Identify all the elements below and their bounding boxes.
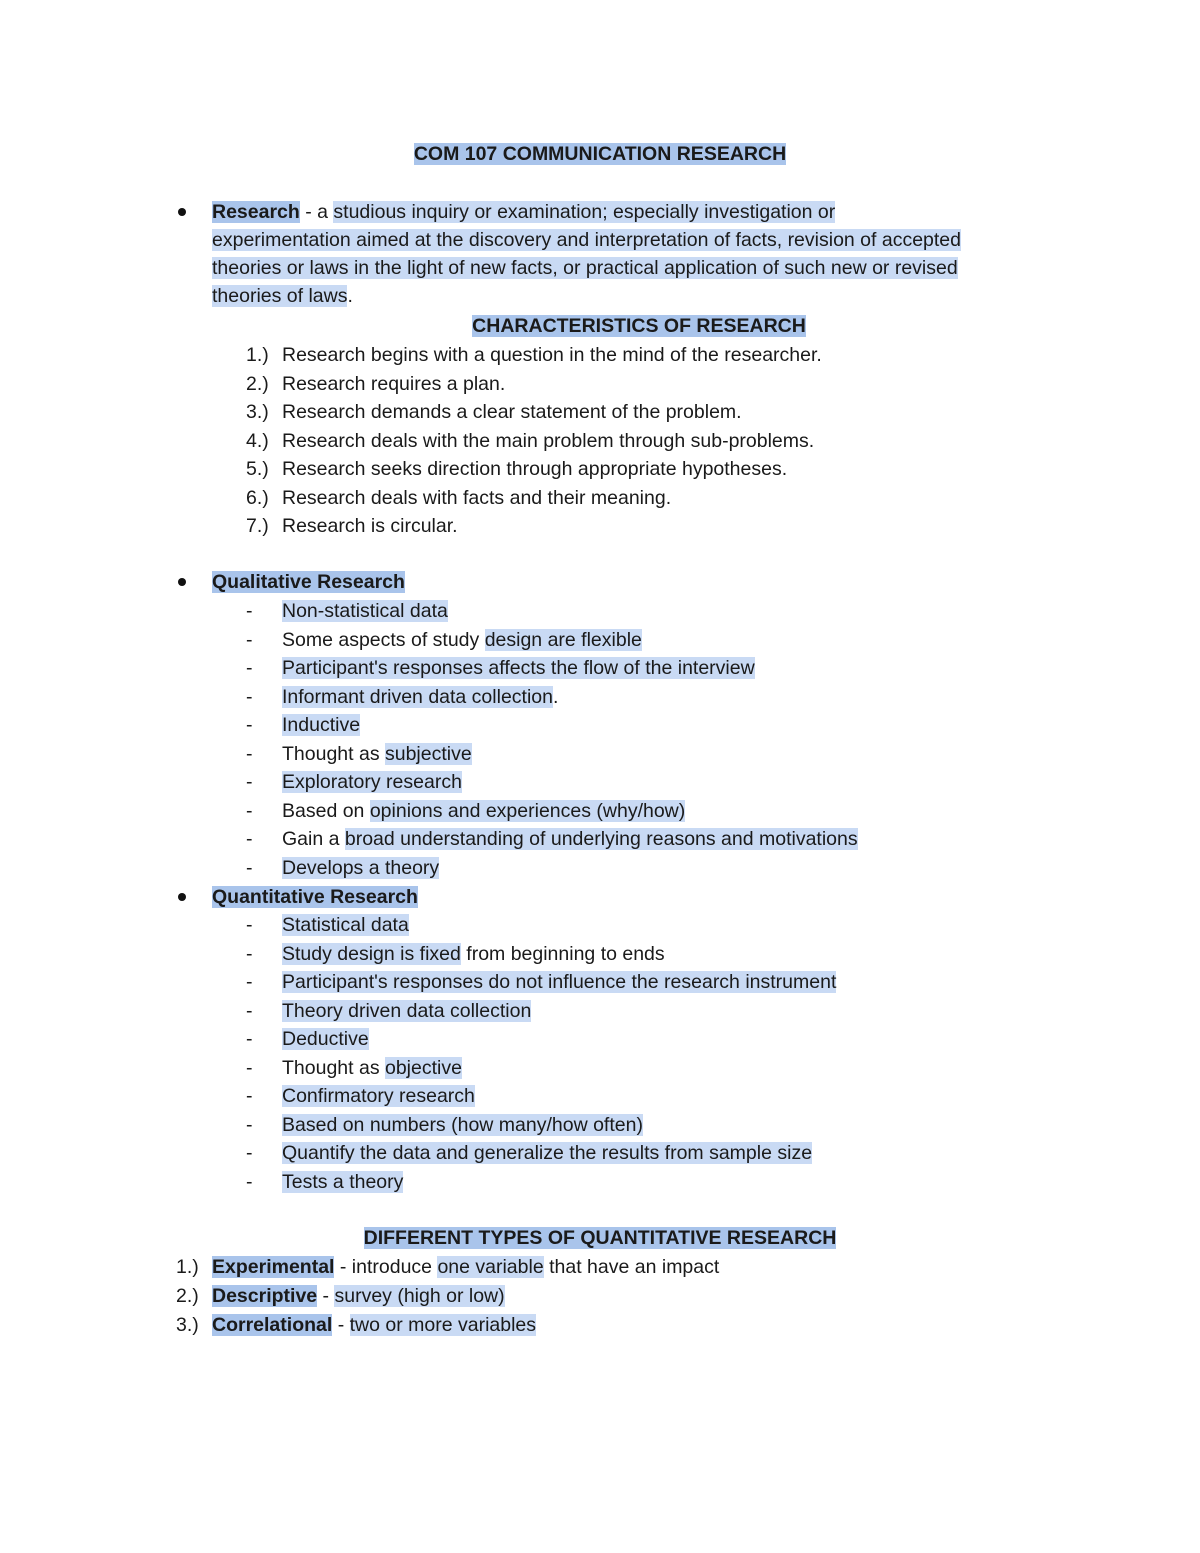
dash-icon: - [246,942,253,965]
item-highlight-text: Quantify the data and generalize the results from sample size [282,1142,813,1164]
dash-icon: - [246,742,253,765]
item-highlight-text: Based on numbers (how many/how often) [282,1113,643,1136]
dash-icon: - [246,999,253,1022]
list-item [246,1027,369,1051]
title-text: COM 107 COMMUNICATION RESEARCH [413,143,787,165]
item-highlight-text: broad understanding of underlying reasons and motivations [344,828,858,850]
item-term: Correlational [212,1314,333,1336]
list-item [246,970,836,994]
item-plain-text: Gain a [282,828,345,850]
definition-text-1: studious inquiry or examination; especially investigation or [333,201,836,223]
bullet-icon [178,893,186,901]
item-number: 3.) [176,1314,199,1336]
item-plain-text: Some aspects of study [282,628,485,651]
dash-icon: - [246,856,253,879]
types-heading [0,1226,1200,1250]
dash-icon: - [246,1142,253,1164]
definition-line-3 [212,256,958,280]
dash-icon: - [246,657,253,679]
dash-icon: - [246,600,253,622]
dash-icon: - [246,971,253,993]
list-item [246,1084,475,1108]
definition-line-1 [212,200,835,224]
dash-icon: - [246,914,253,936]
item-highlight-text: Inductive [282,714,361,736]
item-highlight-text: Deductive [282,1028,369,1050]
list-item [246,599,448,623]
item-highlight-text: subjective [384,742,472,765]
definition-line-2 [212,228,961,252]
list-item [246,1113,643,1137]
item-number: 3.) [246,401,269,423]
item-highlight-text: Informant driven data collection [282,685,553,708]
item-highlight-text: Exploratory research [282,771,462,793]
dash-icon: - [246,799,253,822]
list-item [246,514,458,538]
definition-text-3: theories or laws in the light of new facts, or practical application of such new or revised [212,257,958,279]
dash-icon: - [246,628,253,651]
item-highlight-text: Tests a theory [282,1170,404,1193]
definition-text-4: theories of laws [212,285,348,307]
list-item [246,372,505,396]
bullet-icon [178,208,186,216]
list-item [246,1141,812,1165]
item-highlight-text: objective [384,1056,462,1079]
item-highlight-text: Study design is fixed [282,942,461,965]
list-item [246,827,858,851]
list-item [176,1284,505,1308]
quantitative-heading-text: Quantitative Research [212,886,418,908]
list-item [176,1255,719,1279]
item-text: Research deals with facts and their meaning. [282,486,672,509]
page-title [0,142,1200,166]
item-highlight-text: Non-statistical data [282,600,448,622]
dash-icon: - [246,828,253,850]
item-number: 1.) [246,344,269,366]
item-highlight-text: survey (high or low) [334,1285,505,1307]
dash-icon: - [246,1113,253,1136]
list-item [246,913,409,937]
list-item [246,343,822,367]
definition-term: Research [212,201,300,223]
dash-icon: - [246,714,253,736]
item-highlight-text: two or more variables [349,1314,537,1336]
list-item [246,770,462,794]
dash-icon: - [246,685,253,708]
item-after-text: from beginning to ends [460,942,665,965]
item-plain-text: Thought as [282,742,385,765]
definition-text-2: experimentation aimed at the discovery and interpretation of facts, revision of accepted [212,229,961,251]
characteristics-heading-text: CHARACTERISTICS OF RESEARCH [472,315,806,337]
item-text: Research begins with a question in the mind of the researcher. [282,344,822,366]
definition-end: . [347,285,353,307]
item-separator: - [317,1285,335,1307]
item-plain-text: Based on [282,799,370,822]
list-item [246,742,472,766]
qualitative-heading-text: Qualitative Research [212,571,405,593]
item-number: 6.) [246,486,269,509]
item-term: Experimental [212,1256,335,1278]
item-highlight-text: Statistical data [282,914,409,936]
item-highlight-text: Theory driven data collection [282,999,532,1022]
list-item [246,400,742,424]
dash-icon: - [246,1056,253,1079]
item-separator: - [332,1314,350,1336]
item-highlight-text: Participant's responses do not influence the research instrument [282,971,837,993]
item-number: 2.) [246,372,269,395]
characteristics-heading [0,314,1200,338]
dash-icon: - [246,771,253,793]
list-item [246,457,787,481]
dash-icon: - [246,1028,253,1050]
item-text: Research seeks direction through appropriate hypotheses. [282,458,788,480]
dash-icon: - [246,1085,253,1107]
types-heading-text: DIFFERENT TYPES OF QUANTITATIVE RESEARCH [363,1227,837,1249]
bullet-icon [178,578,186,586]
dash-icon: - [246,1170,253,1193]
item-highlight-text: one variable [437,1256,544,1278]
item-text: Research demands a clear statement of the problem. [282,401,742,423]
list-item [246,999,531,1023]
list-item [246,799,685,823]
list-item [246,713,360,737]
item-number: 7.) [246,515,269,537]
item-highlight-text: Confirmatory research [282,1085,475,1107]
item-plain-text: Thought as [282,1056,385,1079]
quantitative-heading [212,885,418,909]
item-highlight-text: Develops a theory [282,856,440,879]
list-item [246,628,642,652]
item-highlight-text: Participant's responses affects the flow of the interview [282,657,755,679]
definition-sep: - a [299,201,334,223]
list-item [246,1170,403,1194]
list-item [246,429,814,453]
list-item [176,1313,536,1337]
qualitative-heading [212,570,405,594]
item-text: Research requires a plan. [282,372,506,395]
item-number: 2.) [176,1285,199,1307]
item-highlight-text: opinions and experiences (why/how) [369,799,686,822]
item-after-text: . [552,685,559,708]
item-text: Research is circular. [282,515,458,537]
list-item [246,942,665,966]
item-number: 4.) [246,429,269,452]
definition-line-4 [212,284,353,308]
item-after-text: that have an impact [543,1256,720,1278]
item-text: Research deals with the main problem through sub-problems. [282,429,815,452]
list-item [246,656,755,680]
item-number: 5.) [246,458,269,480]
list-item [246,685,558,709]
item-separator: - introduce [334,1256,438,1278]
item-highlight-text: design are flexible [484,628,642,651]
list-item [246,486,671,510]
item-term: Descriptive [212,1285,318,1307]
item-number: 1.) [176,1256,199,1278]
list-item [246,1056,462,1080]
list-item [246,856,439,880]
